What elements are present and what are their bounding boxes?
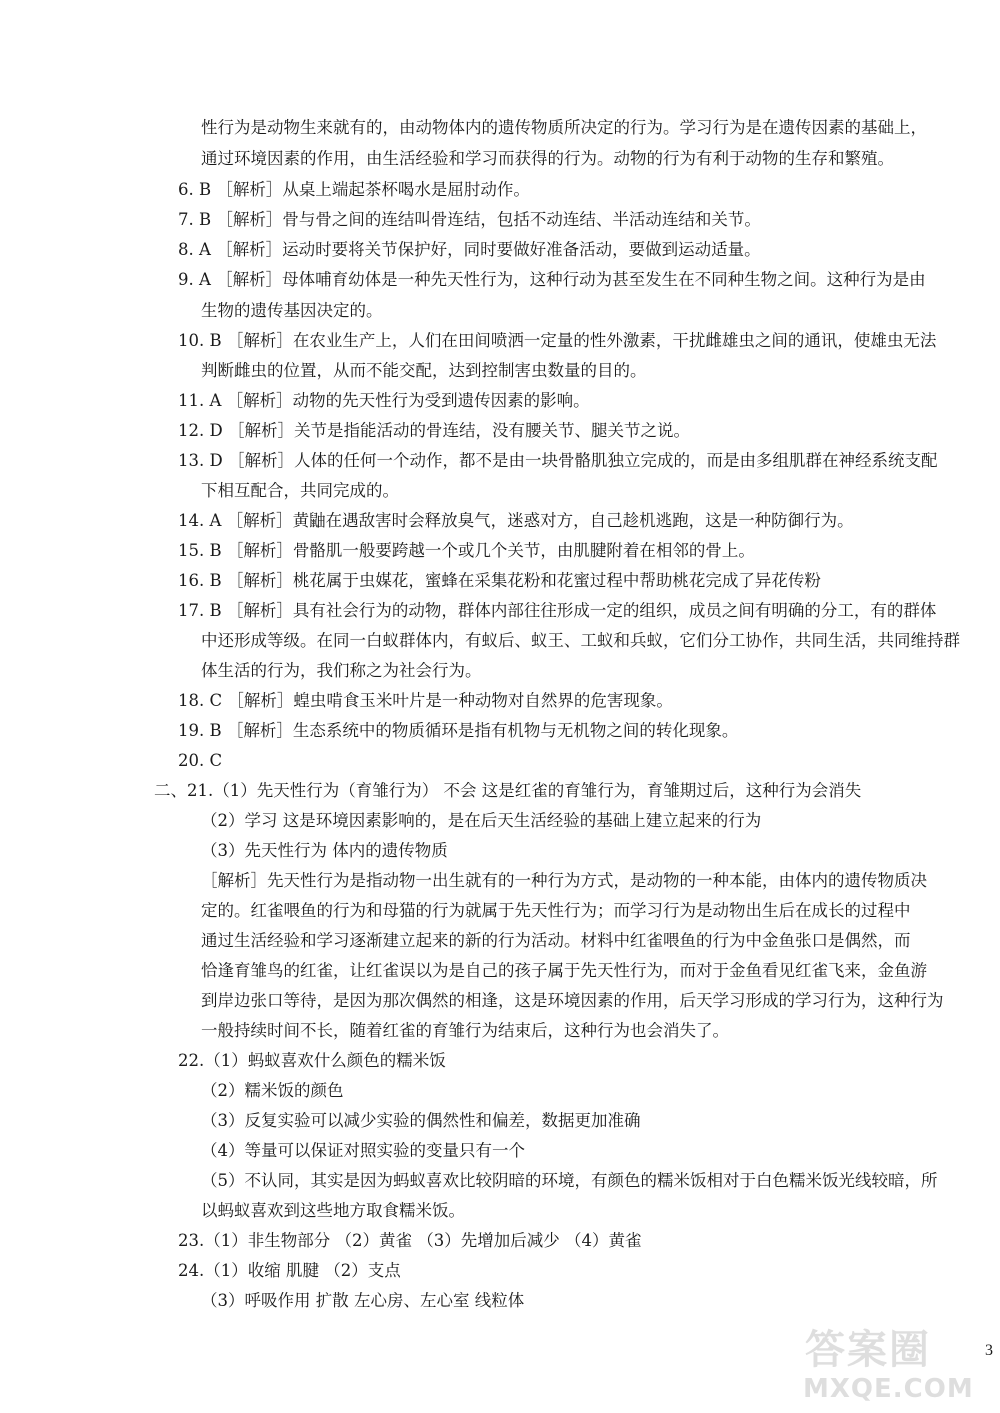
text-line: 20. C [178,751,223,770]
watermark-site-text: MXQE.COM [803,1374,974,1404]
text-line: 12. D ［解析］关节是指能活动的骨连结，没有腰关节、腿关节之说。 [178,421,690,440]
text-line: 下相互配合，共同完成的。 [201,481,399,500]
text-line: 生物的遗传基因决定的。 [201,301,383,320]
text-line: 通过环境因素的作用，由生活经验和学习而获得的行为。动物的行为有利于动物的生存和繁殖。 [201,149,894,168]
text-line: （4）等量可以保证对照实验的变量只有一个 [201,1141,525,1160]
text-line: 体生活的行为，我们称之为社会行为。 [201,661,482,680]
text-line: 11. A ［解析］动物的先天性行为受到遗传因素的影响。 [178,391,590,410]
text-line: 10. B ［解析］在农业生产上，人们在田间喷洒一定量的性外激素，干扰雌雄虫之间的通讯，使雄虫无法 [178,331,937,350]
page-number: 3 [985,1342,993,1359]
text-line: 判断雌虫的位置，从而不能交配，达到控制害虫数量的目的。 [201,361,647,380]
text-line: 以蚂蚁喜欢到这些地方取食糯米饭。 [201,1201,465,1220]
text-line: 7. B ［解析］骨与骨之间的连结叫骨连结，包括不动连结、半活动连结和关节。 [178,210,761,229]
watermark-logo [795,1318,995,1408]
text-line: （2）学习 这是环境因素影响的，是在后天生活经验的基础上建立起来的行为 [201,811,762,830]
text-line: 22.（1）蚂蚁喜欢什么颜色的糯米饭 [178,1051,446,1070]
text-line: （3）反复实验可以减少实验的偶然性和偏差，数据更加准确 [201,1111,641,1130]
text-line: 一般持续时间不长，随着红雀的育雏行为结束后，这种行为也会消失了。 [201,1021,729,1040]
text-line: 19. B ［解析］生态系统中的物质循环是指有机物与无机物之间的转化现象。 [178,721,739,740]
text-line: （3）呼吸作用 扩散 左心房、左心室 线粒体 [201,1291,525,1310]
text-line: 24.（1）收缩 肌腱 （2）支点 [178,1261,401,1280]
watermark-logo-text: 答案圈 [805,1327,931,1373]
text-line: 恰逢育雏鸟的红雀，让红雀误以为是自己的孩子属于先天性行为，而对于金鱼看见红雀飞来，金鱼游 [201,961,927,980]
text-line: 定的。红雀喂鱼的行为和母猫的行为就属于先天性行为；而学习行为是动物出生后在成长的过程中 [201,901,911,920]
text-line: 16. B ［解析］桃花属于虫媒花，蜜蜂在采集花粉和花蜜过程中帮助桃花完成了异花传粉 [178,571,821,590]
text-line: 中还形成等级。在同一白蚁群体内，有蚁后、蚁王、工蚁和兵蚁，它们分工协作，共同生活，共同维持群 [201,631,960,650]
text-line: 17. B ［解析］具有社会行为的动物，群体内部往往形成一定的组织，成员之间有明确的分工，有的群体 [178,601,937,620]
text-line: （3）先天性行为 体内的遗传物质 [201,841,448,860]
text-line: 9. A ［解析］母体哺育幼体是一种先天性行为，这种行动为甚至发生在不同种生物之间。这种行为是由 [178,270,926,289]
text-line: 15. B ［解析］骨骼肌一般要跨越一个或几个关节，由肌腱附着在相邻的骨上。 [178,541,755,560]
text-line: 23.（1）非生物部分 （2）黄雀 （3）先增加后减少 （4）黄雀 [178,1231,642,1250]
text-line: 通过生活经验和学习逐渐建立起来的新的行为活动。材料中红雀喂鱼的行为中金鱼张口是偶然，而 [201,931,911,950]
text-line: 8. A ［解析］运动时要将关节保护好，同时要做好准备活动，要做到运动适量。 [178,240,761,259]
text-line: 二、21.（1）先天性行为（育雏行为） 不会 这是红雀的育雏行为，育雏期过后，这种行为会消失 [154,781,862,800]
text-line: （5）不认同，其实是因为蚂蚁喜欢比较阴暗的环境，有颜色的糯米饭相对于白色糯米饭光线较暗，所 [201,1171,938,1190]
text-line: 6. B ［解析］从桌上端起茶杯喝水是屈肘动作。 [178,180,530,199]
text-line: （2）糯米饭的颜色 [201,1081,344,1100]
text-line: 18. C ［解析］蝗虫啃食玉米叶片是一种动物对自然界的危害现象。 [178,691,673,710]
text-line: ［解析］先天性行为是指动物一出生就有的一种行为方式，是动物的一种本能，由体内的遗传物质决 [201,871,927,890]
text-line: 到岸边张口等待，是因为那次偶然的相逢，这是环境因素的作用，后天学习形成的学习行为，这种行为 [201,991,944,1010]
text-line: 14. A ［解析］黄鼬在遇敌害时会释放臭气，迷惑对方，自己趁机逃跑，这是一种防御行为。 [178,511,854,530]
text-line: 13. D ［解析］人体的任何一个动作，都不是由一块骨骼肌独立完成的，而是由多组肌群在神经系统支配 [178,451,938,470]
text-line: 性行为是动物生来就有的，由动物体内的遗传物质所决定的行为。学习行为是在遗传因素的基础上， [201,118,927,137]
